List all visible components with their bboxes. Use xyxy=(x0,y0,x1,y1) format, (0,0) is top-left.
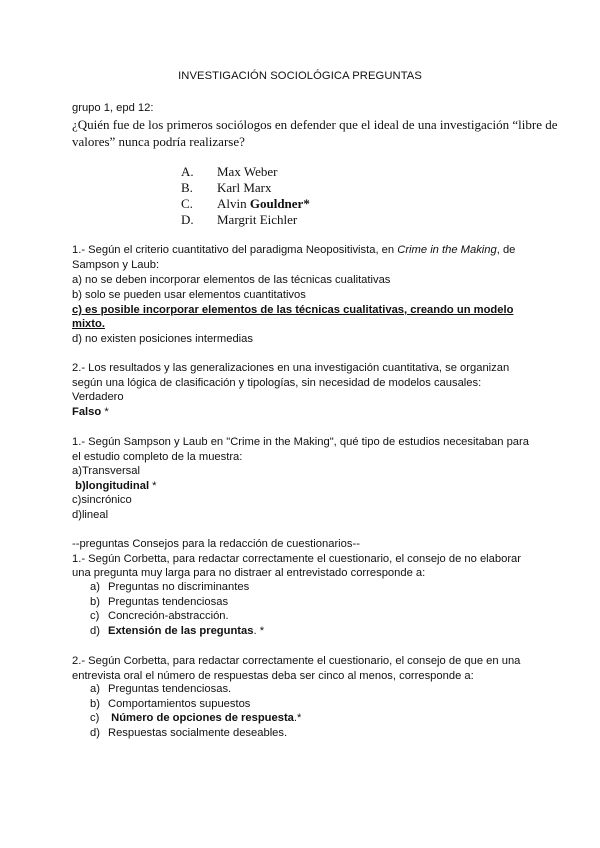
list-item: Preguntas no discriminantes xyxy=(108,581,250,593)
q3-correct-answer: b)longitudinal xyxy=(72,480,150,492)
list-item: Preguntas tendenciosas xyxy=(108,596,229,608)
list-letter: b) xyxy=(90,698,100,710)
page-title: INVESTIGACIÓN SOCIOLÓGICA PREGUNTAS xyxy=(178,70,422,82)
list-item-correct xyxy=(108,712,301,724)
q3-option-a: a)Transversal xyxy=(72,465,140,477)
q3-line-1: 1.- Según Sampson y Laub en "Crime in the Making", qué tipo de estudios necesitaban para xyxy=(72,436,529,448)
group-label: grupo 1, epd 12: xyxy=(72,102,154,114)
s-q2-line-2: entrevista oral el número de respuestas deba ser cinco al menos, corresponde a: xyxy=(72,670,474,682)
correct-mark: . * xyxy=(253,625,265,637)
q2-option-false xyxy=(72,405,109,420)
q2-option-true: Verdadero xyxy=(72,391,124,403)
q1-option-c-correct: c) es posible incorporar elementos de las técnicas cualitativas, creando un modelo xyxy=(72,304,514,316)
list-item: Respuestas socialmente deseables. xyxy=(108,727,288,739)
q1-text: 1.- Según el criterio cuantitativo del paradigma Neopositivista, en xyxy=(72,244,398,256)
list-letter: a) xyxy=(90,683,100,695)
intro-option-letter: D. xyxy=(181,212,194,227)
q1-option-b: b) solo se pueden usar elementos cuantitativos xyxy=(72,289,306,301)
intro-option-letter: A. xyxy=(181,164,194,179)
list-letter: a) xyxy=(90,581,100,593)
s-q2-line-1: 2.- Según Corbetta, para redactar correctamente el cuestionario, el consejo de que en una xyxy=(72,655,521,667)
q3-option-c: c)sincrónico xyxy=(72,494,132,506)
list-letter: b) xyxy=(90,596,100,608)
s-q1-line-1: 1.- Según Corbetta, para redactar correctamente el cuestionario, el consejo de no elaborar xyxy=(72,553,522,565)
q2-line-2: según una lógica de clasificación y tipologías, sin necesidad de modelos causales: xyxy=(72,377,482,389)
q3-line-2: el estudio completo de la muestra: xyxy=(72,451,243,463)
correct-mark: .* xyxy=(293,712,302,724)
list-letter: c) xyxy=(90,610,100,622)
correct-mark: * xyxy=(149,480,157,492)
q1-book-title: Crime in the Making xyxy=(397,244,497,256)
correct-answer: Extensión de las preguntas xyxy=(108,625,254,637)
intro-option-text: Karl Marx xyxy=(217,180,272,195)
intro-question-line-1: ¿Quién fue de los primeros sociólogos en defender que el ideal de una investigación “libre de xyxy=(72,117,558,132)
option-correct-text: Gouldner* xyxy=(249,196,310,211)
q2-correct-answer: Falso xyxy=(72,406,102,418)
list-item-correct xyxy=(108,625,264,637)
s-q1-line-2: una pregunta muy larga para no distraer al entrevistado corresponde a: xyxy=(72,567,426,579)
intro-option-text: Max Weber xyxy=(217,164,278,179)
q1-option-d: d) no existen posiciones intermedias xyxy=(72,333,253,345)
section-heading: --preguntas Consejos para la redacción de cuestionarios-- xyxy=(72,538,360,550)
q1-line-2: Sampson y Laub: xyxy=(72,259,160,271)
intro-option-letter: B. xyxy=(181,180,193,195)
intro-question-line-2: valores” nunca podría realizarse? xyxy=(72,134,245,149)
list-letter: c) xyxy=(90,712,100,724)
q1-option-a: a) no se deben incorporar elementos de las técnicas cualitativas xyxy=(72,274,391,286)
intro-option-letter: C. xyxy=(181,196,193,211)
list-item: Preguntas tendenciosas. xyxy=(108,683,232,695)
list-letter: d) xyxy=(90,727,100,739)
correct-mark: * xyxy=(101,406,109,418)
q1-option-c-correct-cont: mixto. xyxy=(72,318,105,330)
q1-text-post: , de xyxy=(496,244,516,256)
list-item: Concreción-abstracción. xyxy=(108,610,229,622)
intro-option-text: Margrit Eichler xyxy=(217,212,298,227)
q1-line-1 xyxy=(72,243,515,258)
list-item: Comportamientos supuestos xyxy=(108,698,251,710)
q2-line-1: 2.- Los resultados y las generalizaciones en una investigación cuantitativa, se organizan xyxy=(72,362,510,374)
list-letter: d) xyxy=(90,625,100,637)
intro-option-correct xyxy=(217,196,310,212)
option-text: Alvin xyxy=(217,196,250,211)
q3-option-d: d)lineal xyxy=(72,509,109,521)
q3-option-b xyxy=(72,479,157,494)
correct-answer: Número de opciones de respuesta xyxy=(108,712,294,724)
